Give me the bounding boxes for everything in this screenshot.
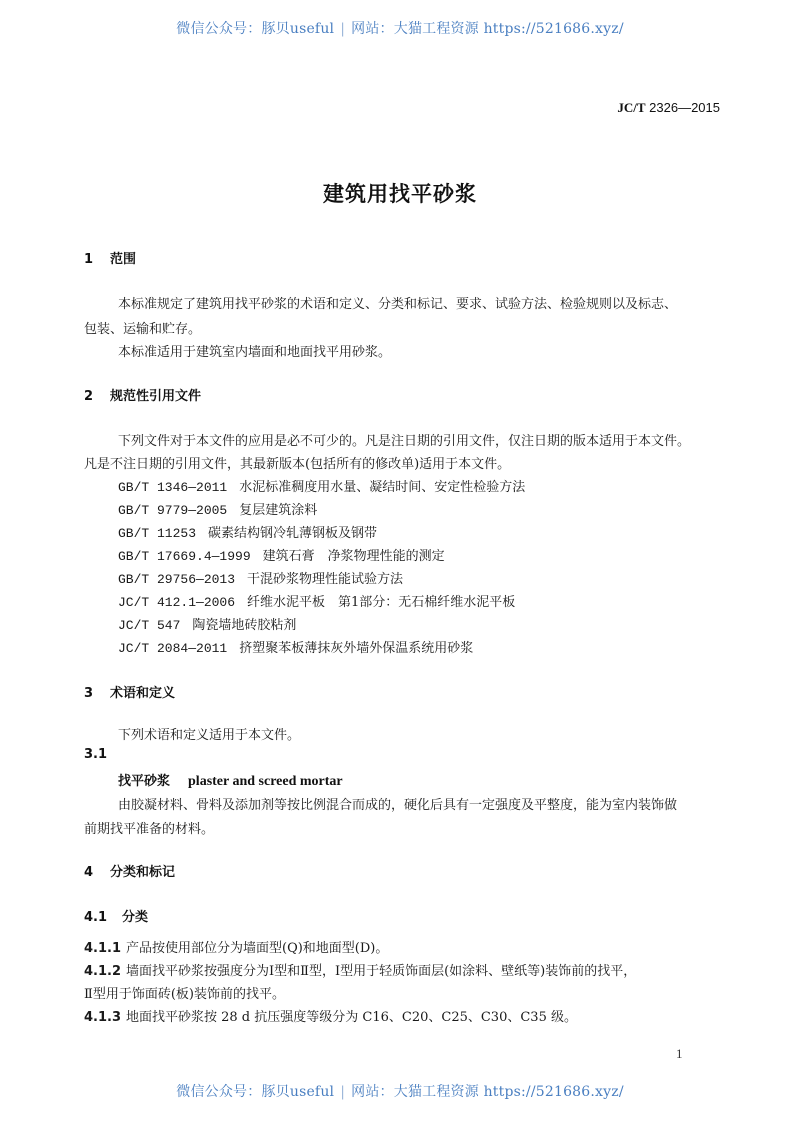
definition: 前期找平准备的材料。 [84,822,215,837]
reference-item [118,545,445,564]
term-number: 3.1 [84,747,108,762]
page-number: 1 [676,1046,683,1061]
reference-code: GB/T 17669.4—1999 [118,549,251,564]
clause-text: 地面找平砂浆按 28 d 抗压强度等级分为 C16、C20、C25、C30、C35 级。 [126,1010,577,1025]
reference-title: 建筑石膏 净浆物理性能的测定 [262,549,445,564]
reference-title: 陶瓷墙地砖胶粘剂 [192,618,297,633]
reference-code: JC/T 412.1—2006 [118,595,236,610]
clause-text: 产品按使用部位分为墙面型(Q)和地面型(D)。 [126,941,389,956]
clause-text: 墙面找平砂浆按强度分为Ⅰ型和Ⅱ型，Ⅰ型用于轻质饰面层(如涂料、壁纸等)装饰前的找平， [126,964,637,979]
watermark-separator: | [340,1084,346,1100]
term-chinese: 找平砂浆 [118,774,171,789]
subsection-title: 分类 [122,910,149,925]
paragraph: 本标准规定了建筑用找平砂浆的术语和定义、分类和标记、要求、试验方法、检验规则以及标志、 [118,297,678,312]
reference-title: 复层建筑涂料 [239,503,318,518]
document-title: 建筑用找平砂浆 [323,182,477,206]
watermark-bottom [0,1081,800,1101]
reference-code: JC/T 547 [118,618,181,633]
reference-code: GB/T 9779—2005 [118,503,228,518]
paragraph: 下列术语和定义适用于本文件。 [118,728,301,743]
section-title: 范围 [110,252,137,267]
reference-item [118,591,515,610]
clause [84,960,636,979]
reference-item [118,637,473,656]
clause-number: 4.1.3 [84,1010,122,1025]
reference-item [118,522,377,541]
reference-code: GB/T 1346—2011 [118,480,228,495]
reference-title: 干混砂浆物理性能试验方法 [247,572,404,587]
reference-title: 碳素结构钢冷轧薄钢板及钢带 [208,526,378,541]
watermark-site: 网站：大猫工程资源 https://521686.xyz/ [351,21,624,37]
clause [84,1006,577,1025]
standard-code: 2326—2015 [649,100,720,115]
reference-code: GB/T 29756—2013 [118,572,236,587]
section-number: 2 [84,389,94,404]
reference-title: 水泥标准稠度用水量、凝结时间、安定性检验方法 [239,480,526,495]
section-number: 4 [84,865,94,880]
clause-number: 4.1.1 [84,941,122,956]
clause-continuation: Ⅱ型用于饰面砖(板)装饰前的找平。 [84,987,285,1002]
paragraph: 凡是不注日期的引用文件，其最新版本(包括所有的修改单)适用于本文件。 [84,457,511,472]
section-title: 术语和定义 [110,686,176,701]
clause-number: 4.1.2 [84,964,122,979]
section-title: 规范性引用文件 [110,389,202,404]
paragraph: 本标准适用于建筑室内墙面和地面找平用砂浆。 [118,345,392,360]
section-number: 3 [84,686,94,701]
reference-item [118,568,403,587]
section-heading-classification [84,861,175,880]
reference-code: JC/T 2084—2011 [118,641,228,656]
standard-prefix: JC/T [617,100,646,115]
watermark-top [0,18,800,38]
section-number: 1 [84,252,94,267]
reference-item [118,614,296,633]
reference-code: GB/T 11253 [118,526,197,541]
section-heading-terms [84,682,175,701]
term-entry [118,770,343,790]
section-heading-normative-references [84,385,201,404]
watermark-wechat: 微信公众号：豚贝useful [176,1084,335,1100]
subsection-heading [84,906,148,925]
reference-item [118,499,317,518]
subsection-number: 4.1 [84,910,108,925]
watermark-site: 网站：大猫工程资源 https://521686.xyz/ [351,1084,624,1100]
section-title: 分类和标记 [110,865,176,880]
reference-item [118,476,525,495]
watermark-separator: | [340,21,346,37]
paragraph: 包装、运输和贮存。 [84,322,202,337]
definition: 由胶凝材料、骨料及添加剂等按比例混合而成的，硬化后具有一定强度及平整度，能为室内装饰做 [118,798,678,813]
standard-number [617,100,720,116]
reference-title: 纤维水泥平板 第1部分：无石棉纤维水泥平板 [247,595,516,610]
clause [84,937,388,956]
section-heading-scope [84,248,136,267]
watermark-wechat: 微信公众号：豚贝useful [176,21,335,37]
reference-title: 挤塑聚苯板薄抹灰外墙外保温系统用砂浆 [239,641,474,656]
term-english: plaster and screed mortar [188,774,343,789]
paragraph: 下列文件对于本文件的应用是必不可少的。凡是注日期的引用文件，仅注日期的版本适用于本文件。 [118,434,691,449]
